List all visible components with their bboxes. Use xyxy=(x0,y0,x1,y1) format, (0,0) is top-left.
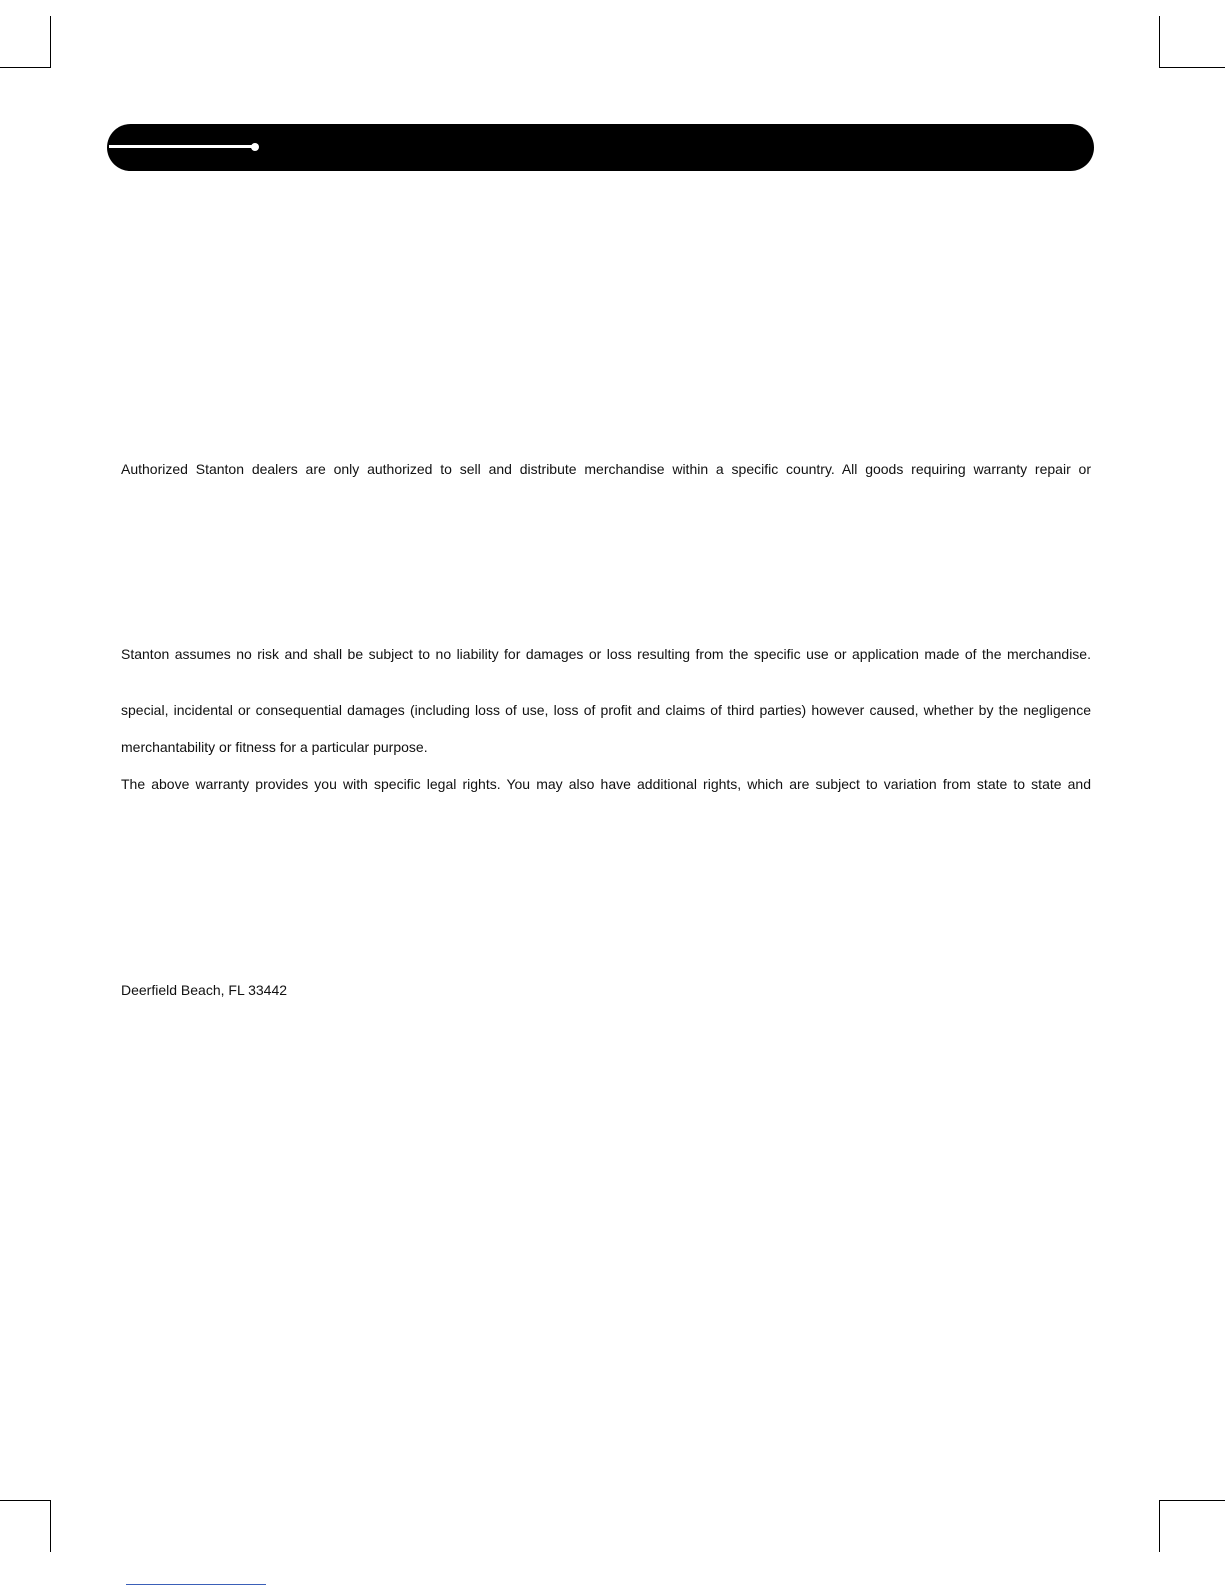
header-accent-line xyxy=(109,145,255,148)
legal-rights-text: The above warranty provides you with specific legal rights. You may also have additional rights, which are subject to variation from state to state and xyxy=(121,776,1091,792)
crop-mark-bottom-right-horizontal xyxy=(1159,1500,1225,1501)
warranty-dealer-text: Authorized Stanton dealers are only authorized to sell and distribute merchandise within a specific country. All goods requiring warranty repair or xyxy=(121,461,1091,477)
crop-mark-top-right-horizontal xyxy=(1159,67,1225,68)
header-accent-dot xyxy=(251,143,259,151)
crop-mark-bottom-left-vertical xyxy=(50,1500,51,1552)
address-text: Deerfield Beach, FL 33442 xyxy=(121,982,288,998)
liability-text: Stanton assumes no risk and shall be subject to no liability for damages or loss resulting from the specific use or application made of the merchandise. xyxy=(121,646,1091,662)
crop-mark-bottom-right-vertical xyxy=(1159,1500,1160,1552)
crop-mark-top-right-vertical xyxy=(1159,16,1160,68)
damages-text: special, incidental or consequential damages (including loss of use, loss of profit and claims of third parties) however caused, whether by the negligence xyxy=(121,702,1091,718)
section-header-bar xyxy=(107,124,1094,171)
crop-mark-bottom-left-horizontal xyxy=(0,1500,51,1501)
merchantability-text: merchantability or fitness for a particular purpose. xyxy=(121,739,428,755)
crop-mark-top-left-horizontal xyxy=(0,67,51,68)
crop-mark-top-left-vertical xyxy=(50,16,51,68)
